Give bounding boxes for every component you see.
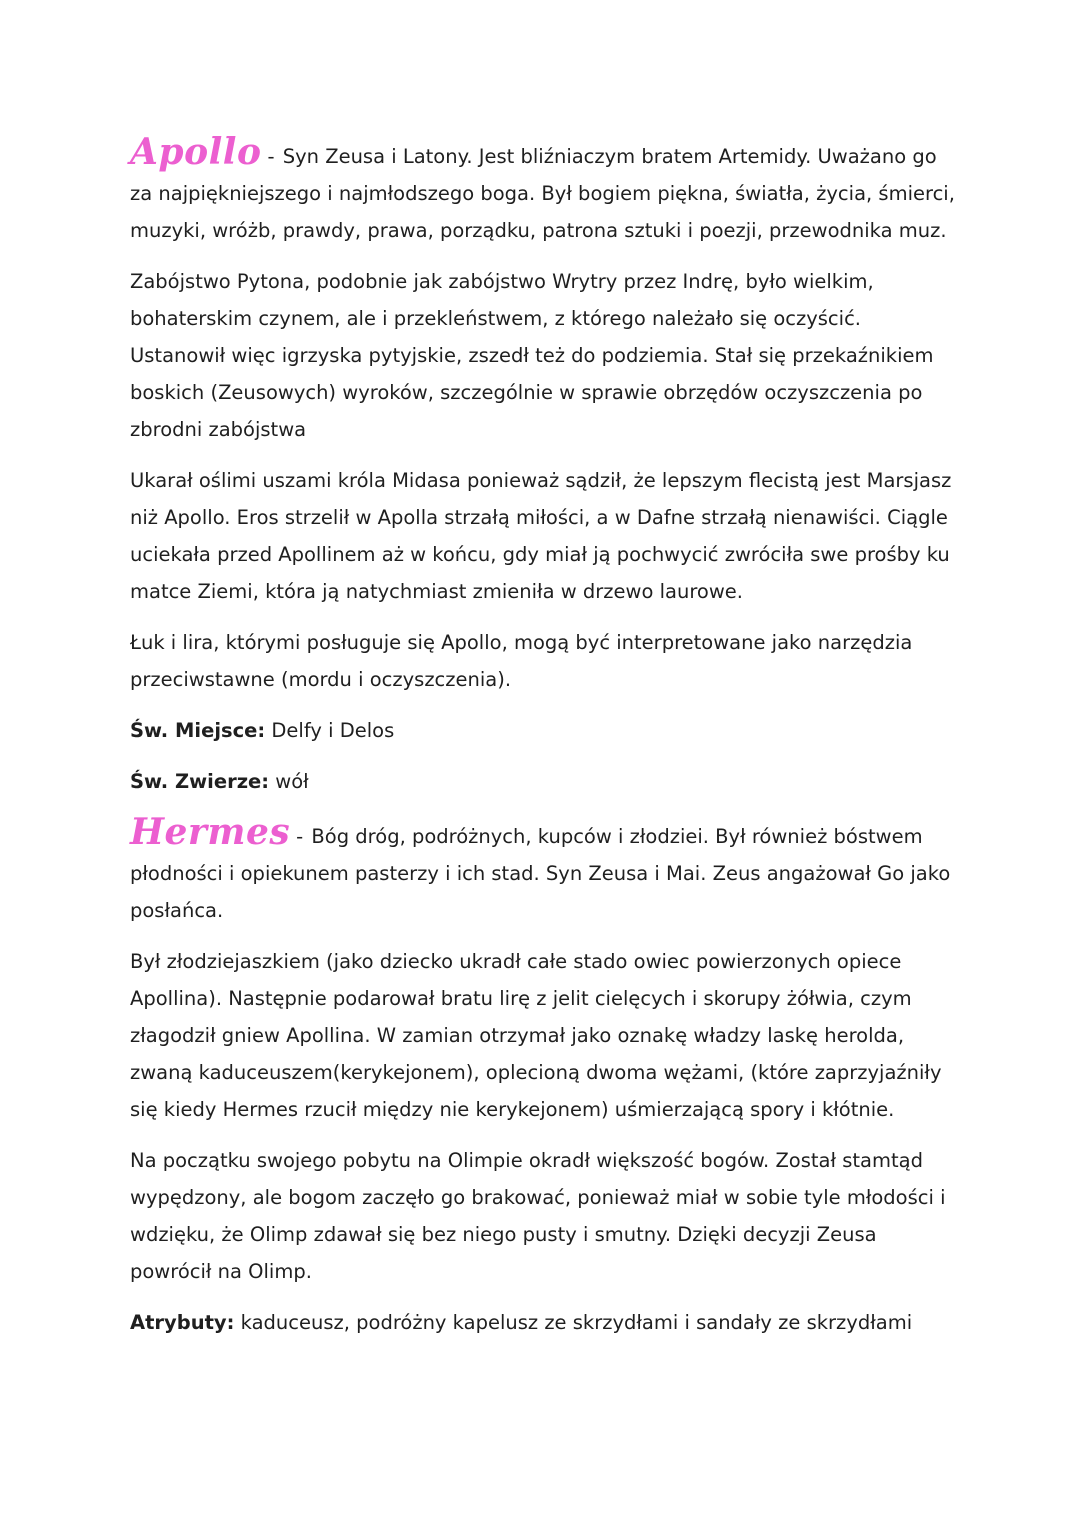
apollo-place [130,712,960,749]
apollo-place-value: Delfy i Delos [271,719,395,742]
apollo-place-label: Św. Miejsce: [130,719,266,742]
apollo-paragraph-3: Łuk i lira, którymi posługuje się Apollo, mogą być interpretowane jako narzędzia przeciwstawne (mordu i oczyszczenia). [130,631,913,691]
hermes-paragraph-2: Na początku swojego pobytu na Olimpie okradł większość bogów. Został stamtąd wypędzony, ale bogom zaczęło go brakować, ponieważ miał w sobie tyle młodości i wdzięku, że Olimp zdawał się bez niego pusty i smutny. Dzięki decyzji Zeusa powrócił na Olimp. [130,1149,946,1283]
apollo-section [130,131,960,800]
apollo-title: Apollo [130,131,262,173]
apollo-animals [130,763,960,800]
apollo-intro-text: Syn Zeusa i Latony. Jest bliźniaczym bratem Artemidy. Uważano go za najpiękniejszego i najmłodszego boga. Był bogiem piękna, światła, życia, śmierci, muzyki, wróżb, prawdy, prawa, porządku, patrona sztuki i poezji, przewodnika muz. [130,145,955,242]
hermes-dash: - [296,825,304,848]
apollo-intro [130,131,960,249]
hermes-section [130,811,960,1341]
hermes-attributes [130,1304,960,1341]
apollo-animals-label: Św. Zwierze: [130,770,270,793]
hermes-intro-text: Bóg dróg, podróżnych, kupców i złodziei. Był również bóstwem płodności i opiekunem pasterzy i ich stad. Syn Zeusa i Mai. Zeus angażował Go jako posłańca. [130,825,951,922]
apollo-paragraph-1: Zabójstwo Pytona, podobnie jak zabójstwo Wrytry przez Indrę, było wielkim, bohaterskim czynem, ale i przekleństwem, z którego należało się oczyścić. Ustanowił więc igrzyska pytyjskie, zszedł też do podziemia. Stał się przekaźnikiem boskich (Zeusowych) wyroków, szczególnie w sprawie obrzędów oczyszczenia po zbrodni zabójstwa [130,270,934,441]
hermes-attributes-value: kaduceusz, podróżny kapelusz ze skrzydłami i sandały ze skrzydłami [240,1311,913,1334]
apollo-dash: - [267,145,275,168]
hermes-title: Hermes [130,811,291,853]
apollo-paragraph-2: Ukarał oślimi uszami króla Midasa ponieważ sądził, że lepszym flecistą jest Marsjasz niż Apollo. Eros strzelił w Apolla strzałą miłości, a w Dafne strzałą nienawiści. Ciągle uciekała przed Apollinem aż w końcu, gdy miał ją pochwycić zwróciła swe prośby ku matce Ziemi, która ją natychmiast zmieniła w drzewo laurowe. [130,469,952,603]
document-page [130,131,960,1355]
hermes-intro [130,811,960,929]
apollo-animals-value: wół [275,770,309,793]
hermes-attributes-label: Atrybuty: [130,1311,235,1334]
hermes-paragraph-1: Był złodziejaszkiem (jako dziecko ukradł całe stado owiec powierzonych opiece Apollina). Następnie podarował bratu lirę z jelit cielęcych i skorupy żółwia, czym złagodził gniew Apollina. W zamian otrzymał jako oznakę władzy laskę herolda, zwaną kaduceuszem(kerykejonem), oplecioną dwoma wężami, (które zaprzyjaźniły się kiedy Hermes rzucił między nie kerykejonem) uśmierzającą spory i kłótnie. [130,950,942,1121]
